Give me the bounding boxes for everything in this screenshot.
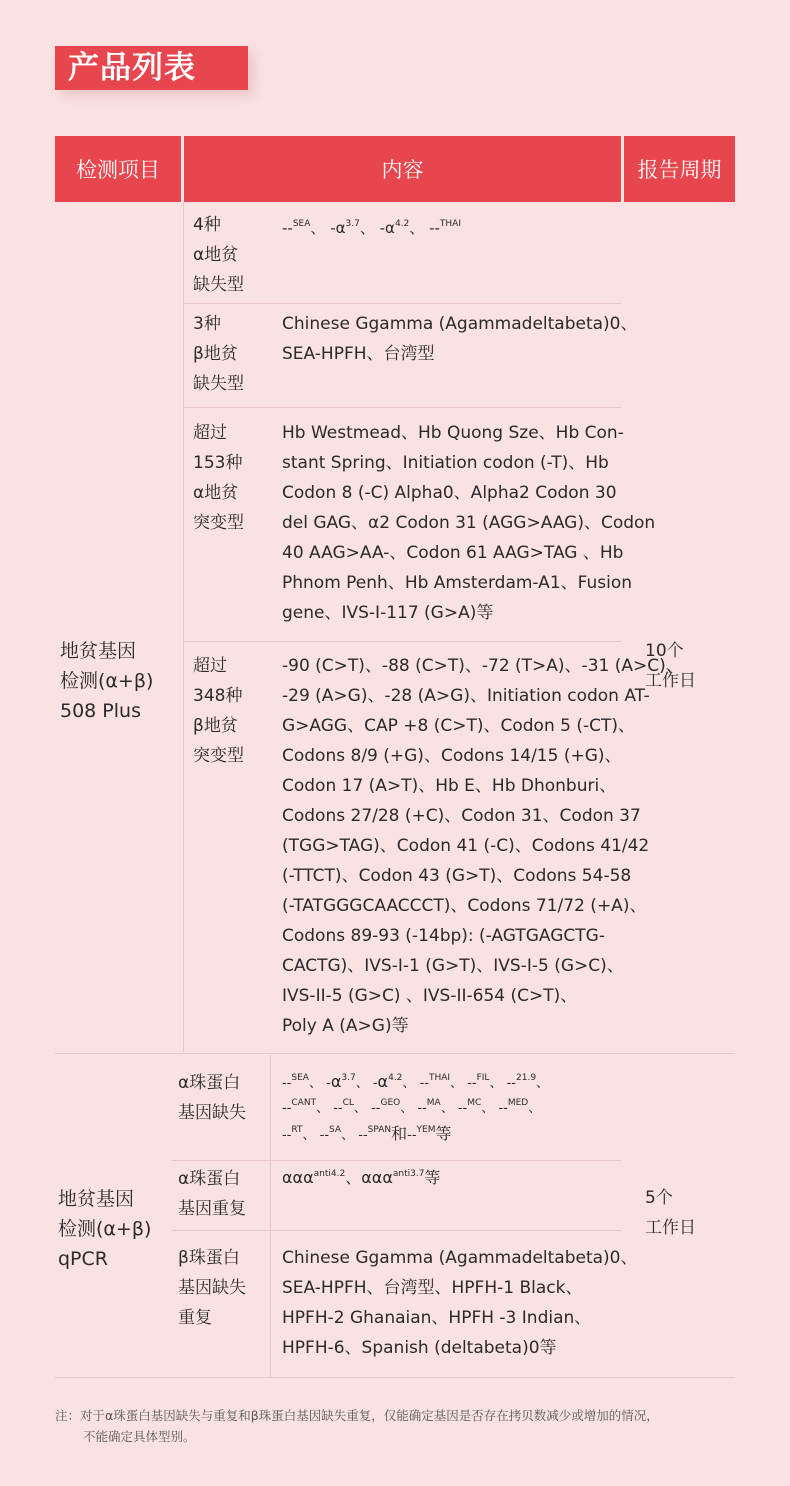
- variant-content: Chinese Ggamma (Agammadeltabeta)0、 SEA-HPFH、台湾型、HPFH-1 Black、 HPFH-2 Ghanaian、HPFH -3 Indian、 HPFH-6、Spanish (deltabeta)0等: [282, 1248, 638, 1358]
- variant-type: β珠蛋白 基因缺失 重复: [178, 1248, 246, 1328]
- variant-type: α珠蛋白 基因缺失: [178, 1073, 246, 1123]
- genotype-list: --$^{SEA}$、 $-\alpha^{3.7}$、 $-\alpha^{4.2}$、 --$^{THAI}$、 --$^{FIL}$、 --$^{21.9}$、 --$^{CANT}$、 --$^{CL}$、 --$^{GEO}$、 --$^{MA}$、 --$^{MC}$、 --$^{MED}$、 --$^{RT}$、 --$^{SA}$、 --$^{SPAN}$和--$^{YEM}$等: [282, 1072, 550, 1143]
- row-divider: [184, 303, 621, 304]
- variant-content: Chinese Ggamma (Agammadeltabeta)0、 SEA-HPFH、台湾型: [282, 314, 638, 364]
- variant-type: α珠蛋白 基因重复: [178, 1169, 246, 1219]
- report-period: 10个 工作日: [645, 641, 696, 691]
- column-divider: [270, 1055, 271, 1377]
- row-divider: [184, 407, 621, 408]
- variant-content: -90 (C>T)、-88 (C>T)、-72 (T>A)、-31 (A>C)、 -29 (A>G)、-28 (A>G)、Initiation codon AT- G>AGG、CAP +8 (C>T)、Codon 5 (-CT)、 Codons 8/9 (+G)、Codons 14/15 (+G)、 Codon 17 (A>T)、Hb E、Hb Dhonburi、 Codons 27/28 (+C)、Codon 31、Codon 37 (TGG>TAG)、Codon 41 (-C)、Codons 41/42 (-TTCT)、Codon 43 (G>T)、Codons 54-58 (-TATGGGCAACCCT)、Codons 71/72 (+A)、 Codons 89-93 (-14bp): (-AGTGAGCTG- CACTG)、IVS-I-1 (G>T)、IVS-I-5 (G>C)、 IVS-II-5 (G>C) 、IVS-II-654 (C>T)、 Poly A (A>G)等: [282, 656, 683, 1036]
- genotype-list: ααα$^{anti4.2}$、ααα$^{anti3.7}$等: [282, 1168, 441, 1187]
- header-test-item: 检测项目: [55, 136, 181, 202]
- product-name: 地贫基因 检测(α+β) qPCR: [58, 1188, 152, 1270]
- footnote: 注：对于α珠蛋白基因缺失与重复和β珠蛋白基因缺失重复，仅能确定基因是否存在拷贝数减少或增加的情况，: [55, 1408, 659, 1423]
- row-divider: [184, 641, 621, 642]
- report-period: 5个 工作日: [645, 1188, 696, 1238]
- row-divider: [172, 1230, 621, 1231]
- variant-type: 超过 348种 β地贫 突变型: [193, 656, 244, 766]
- variant-type: 4种 α地贫 缺失型: [193, 215, 244, 295]
- variant-type: 3种 β地贫 缺失型: [193, 314, 244, 394]
- column-divider: [183, 202, 184, 1052]
- row-divider: [172, 1160, 621, 1161]
- header-content: 内容: [184, 136, 621, 202]
- table-bottom-line: [55, 1377, 735, 1378]
- product-name: 地贫基因 检测(α+β) 508 Plus: [60, 640, 154, 722]
- header-report-period: 报告周期: [624, 136, 735, 202]
- genotype-list: --$^{SEA}$、 $-\alpha^{3.7}$、 $-\alpha^{4.2}$、 --$^{THAI}$: [282, 219, 461, 237]
- page-title: 产品列表: [55, 46, 248, 90]
- section-divider: [55, 1053, 735, 1054]
- footnote: 不能确定具体型别。: [83, 1429, 196, 1444]
- variant-content: Hb Westmead、Hb Quong Sze、Hb Con- stant Spring、Initiation codon (-T)、Hb Codon 8 (-C) Alpha0、Alpha2 Codon 30 del GAG、α2 Codon 31 (AGG>AAG)、Codon 40 AAG>AA-、Codon 61 AAG>TAG 、Hb Phnom Penh、Hb Amsterdam-A1、Fusion gene、IVS-I-117 (G>A)等: [282, 423, 656, 623]
- variant-type: 超过 153种 α地贫 突变型: [193, 423, 244, 533]
